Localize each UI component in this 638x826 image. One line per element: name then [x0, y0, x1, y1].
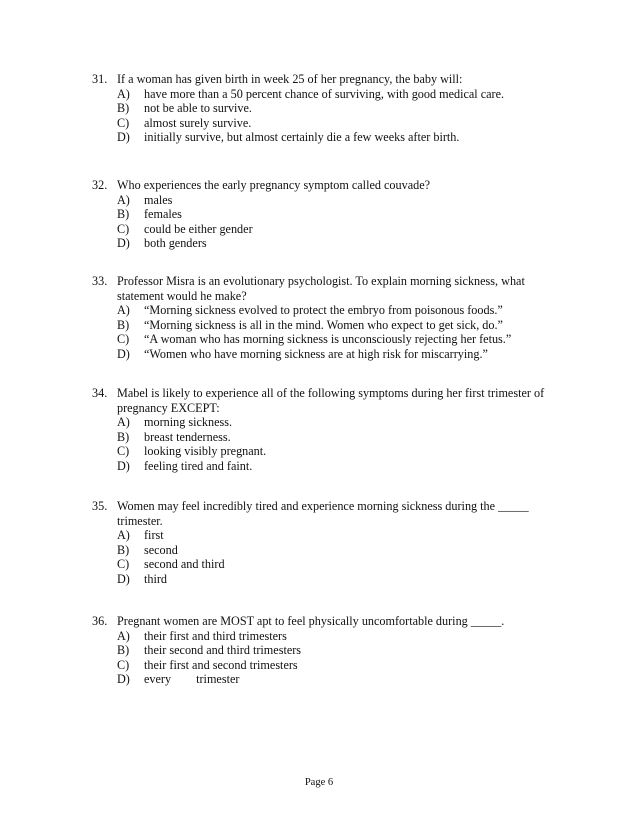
option-letter: B) [117, 643, 130, 657]
option-letter: C) [117, 444, 130, 458]
option-letter: B) [117, 542, 130, 557]
question-stem [92, 499, 562, 528]
answer-option-d [92, 130, 562, 145]
option-letter: C) [117, 332, 130, 346]
answer-option-a [92, 303, 562, 318]
answer-option-b [92, 543, 562, 558]
option-letter: A) [117, 303, 130, 317]
option-text: feeling tired and faint. [144, 458, 253, 473]
answer-option-a [92, 528, 562, 543]
question-33 [92, 274, 562, 361]
option-letter: C) [117, 115, 130, 130]
answer-option-d [92, 347, 562, 362]
option-text: third [144, 571, 168, 586]
option-letter: C) [117, 557, 130, 571]
answer-option-c [92, 116, 562, 131]
option-letter: B) [117, 317, 130, 332]
option-letter: C) [117, 221, 130, 236]
answer-option-c [92, 222, 562, 237]
page-footer [0, 777, 638, 788]
option-letter: D) [117, 130, 130, 144]
option-letter: D) [117, 571, 130, 586]
question-text: Pregnant women are MOST apt to feel physically uncomfortable during _____. [117, 614, 505, 628]
option-text: females [144, 207, 182, 221]
option-text: both genders [144, 236, 207, 250]
option-text: not be able to survive. [144, 101, 252, 115]
option-text: second and third [144, 557, 225, 571]
question-text: Women may feel incredibly tired and experience morning sickness during the _____ trimester. [117, 499, 529, 528]
answer-option-b [92, 207, 562, 222]
question-36 [92, 614, 562, 687]
option-text: initially survive, but almost certainly die a few weeks after birth. [144, 130, 460, 144]
option-text: have more than a 50 percent chance of surviving, with good medical care. [144, 86, 505, 101]
question-text: Professor Misra is an evolutionary psychologist. To explain morning sickness, what statement would he make? [117, 274, 525, 303]
question-34 [92, 386, 562, 473]
answer-option-c [92, 557, 562, 572]
option-text: “A woman who has morning sickness is unconsciously rejecting her fetus.” [144, 332, 512, 346]
question-number: 34. [92, 386, 108, 400]
question-number: 35. [92, 499, 108, 513]
option-letter: A) [117, 86, 130, 101]
question-text: Who experiences the early pregnancy symptom called couvade? [117, 178, 431, 192]
answer-option-d [92, 672, 562, 687]
question-stem [92, 274, 562, 303]
option-text: “Women who have morning sickness are at high risk for miscarrying.” [144, 346, 488, 361]
option-letter: A) [117, 415, 130, 429]
answer-option-d [92, 236, 562, 251]
option-text: “Morning sickness is all in the mind. Women who expect to get sick, do.” [144, 317, 503, 332]
option-letter: C) [117, 657, 130, 672]
option-letter: D) [117, 346, 130, 361]
option-text: breast tenderness. [144, 429, 231, 444]
option-text: first [144, 528, 164, 542]
question-number: 31. [92, 72, 108, 86]
answer-option-a [92, 415, 562, 430]
question-number: 33. [92, 274, 108, 288]
question-text: If a woman has given birth in week 25 of her pregnancy, the baby will: [117, 72, 463, 86]
question-stem [92, 386, 562, 415]
option-text: their second and third trimesters [144, 643, 302, 657]
answer-option-a [92, 193, 562, 208]
option-text: looking visibly pregnant. [144, 444, 267, 458]
question-text: Mabel is likely to experience all of the following symptoms during her first trimester of pregnancy EXCEPT: [117, 386, 545, 415]
option-text: morning sickness. [144, 415, 233, 429]
option-text: their first and third trimesters [144, 628, 287, 643]
answer-option-b [92, 318, 562, 333]
page-number: Page 6 [304, 777, 334, 788]
question-35 [92, 499, 562, 586]
option-letter: D) [117, 458, 130, 473]
option-text: their first and second trimesters [144, 657, 298, 672]
question-32 [92, 178, 562, 251]
option-letter: A) [117, 528, 130, 542]
question-stem [92, 178, 562, 193]
option-letter: A) [117, 192, 130, 207]
answer-option-b [92, 101, 562, 116]
answer-option-d [92, 459, 562, 474]
option-letter: D) [117, 236, 130, 250]
option-text: every trimester [144, 672, 240, 686]
answer-option-b [92, 643, 562, 658]
option-letter: B) [117, 207, 130, 221]
answer-option-b [92, 430, 562, 445]
answer-option-c [92, 332, 562, 347]
question-number: 32. [92, 178, 108, 192]
option-text: “Morning sickness evolved to protect the embryo from poisonous foods.” [144, 303, 503, 317]
option-text: almost surely survive. [144, 115, 252, 130]
option-letter: B) [117, 429, 130, 444]
answer-option-c [92, 444, 562, 459]
question-stem [92, 614, 562, 629]
question-31 [92, 72, 562, 145]
option-letter: D) [117, 672, 130, 686]
question-number: 36. [92, 614, 108, 628]
answer-option-a [92, 87, 562, 102]
answer-option-d [92, 572, 562, 587]
option-text: males [144, 192, 173, 207]
option-letter: A) [117, 628, 130, 643]
option-text: could be either gender [144, 221, 253, 236]
question-stem [92, 72, 562, 87]
option-text: second [144, 542, 178, 557]
option-letter: B) [117, 101, 130, 115]
answer-option-a [92, 629, 562, 644]
answer-option-c [92, 658, 562, 673]
